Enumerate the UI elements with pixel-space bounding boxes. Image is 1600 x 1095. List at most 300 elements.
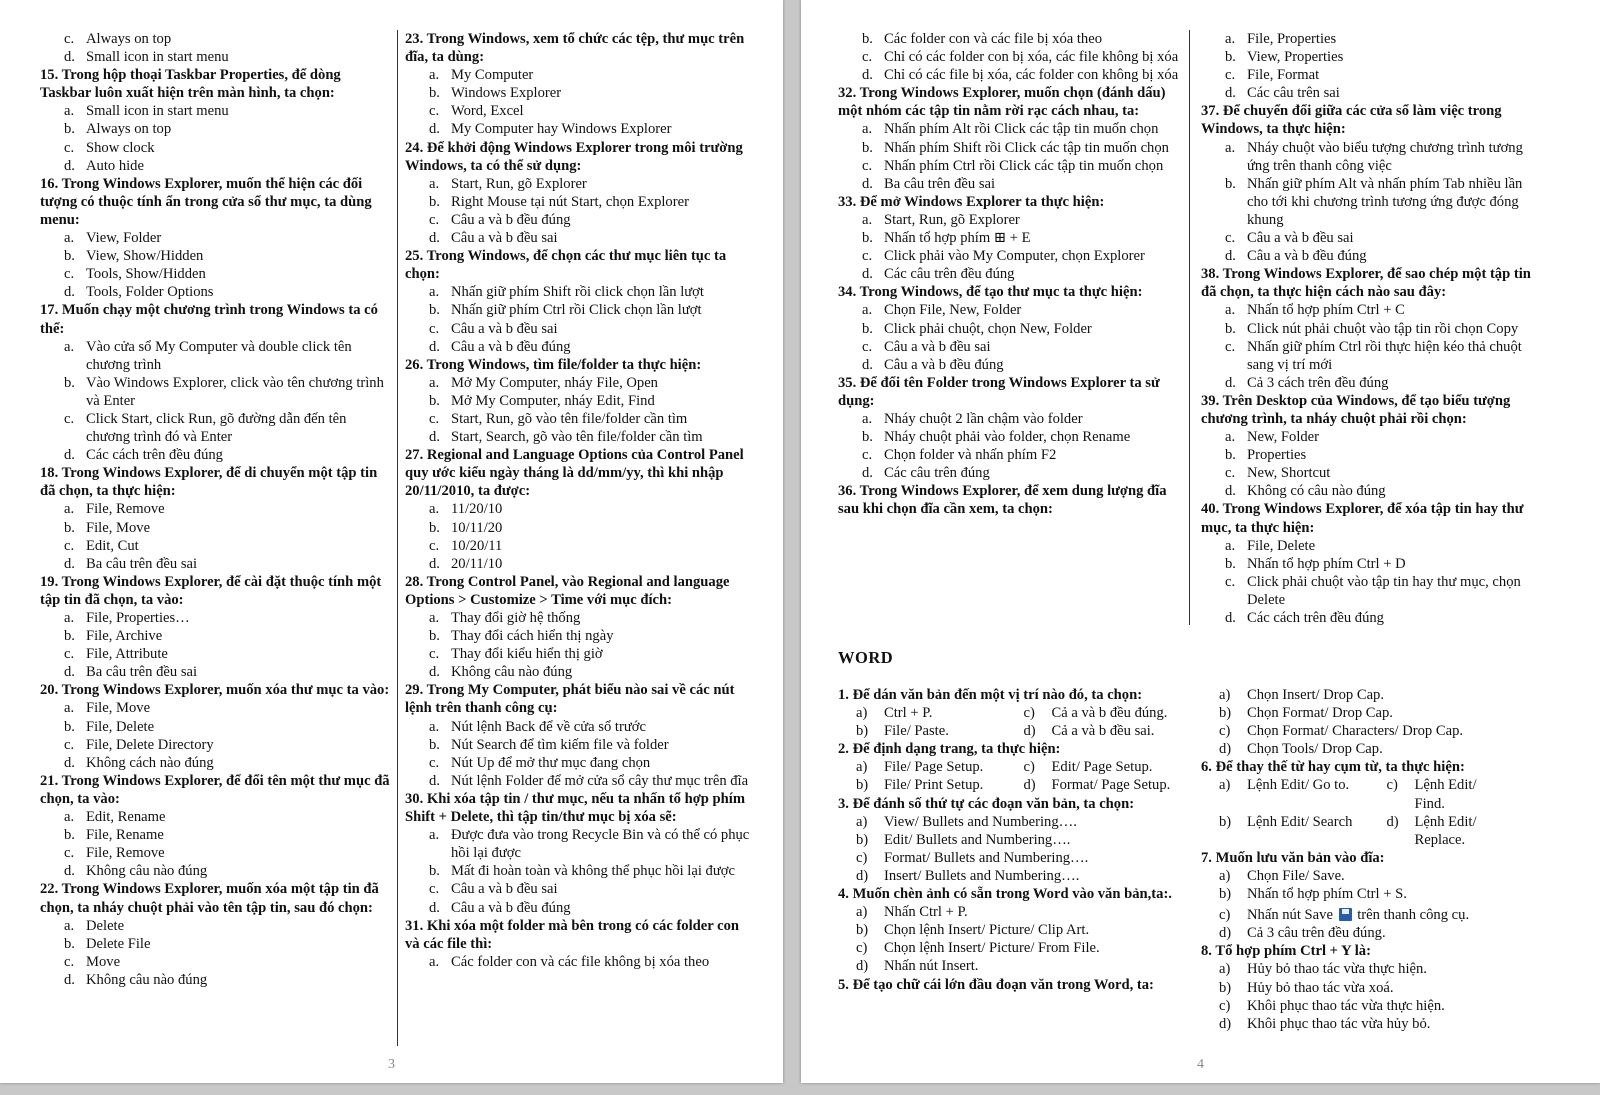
option-letter: c. [64, 537, 75, 554]
option-text: Nhấn phím Shift rồi Click các tập tin muốn chọn [884, 139, 1169, 156]
option [405, 84, 750, 102]
option [838, 903, 1183, 921]
option-text: Delete [86, 917, 125, 934]
option-text: Thay đổi cách hiển thị ngày [451, 628, 614, 645]
option [1201, 175, 1543, 229]
option-text: Lệnh Edit/ Search [1247, 813, 1353, 830]
option-text: Edit/ Page Setup. [1051, 759, 1153, 776]
option-text: Start, Run, gõ Explorer [451, 175, 587, 192]
option-letter: d) [1219, 1015, 1232, 1032]
option [1201, 1015, 1546, 1033]
option-text: 10/20/11 [451, 537, 503, 554]
option-text: File, Format [1247, 67, 1320, 84]
option-letter: d. [429, 555, 440, 572]
option [838, 211, 1180, 229]
question [1201, 30, 1543, 102]
option-letter: a) [856, 813, 868, 830]
option-text: Không câu nào đúng [86, 971, 208, 988]
option-row [838, 758, 1183, 776]
option-text: Hủy bỏ thao tác vừa xoá. [1247, 979, 1394, 996]
option-letter: d. [429, 429, 440, 446]
option-letter: c. [429, 754, 440, 771]
option-text: Vào Windows Explorer, click vào tên chương trình và Enter [86, 374, 384, 409]
question-title: 29. Trong My Computer, phát biểu nào sai về các nút lệnh trên thanh công cụ: [405, 682, 735, 717]
option-letter: d. [64, 863, 75, 880]
question-title: 23. Trong Windows, xem tổ chức các tệp, thư mục trên đĩa, ta dùng: [405, 31, 745, 66]
option [856, 776, 1016, 794]
question-title: 3. Để đánh số thứ tự các đoạn văn bản, ta chọn: [838, 795, 1135, 812]
option-text: Được đưa vào trong Recycle Bin và có thể có phục hồi lại được [451, 827, 750, 862]
question [838, 30, 1180, 84]
option-letter: c. [64, 736, 75, 753]
option-text: 20/11/10 [451, 555, 503, 572]
option-text: Click phải vào My Computer, chọn Explorer [884, 248, 1145, 265]
option-letter: b) [1219, 705, 1232, 722]
option-letter: a. [429, 284, 440, 301]
option [1201, 446, 1543, 464]
option-letter: d. [64, 754, 75, 771]
option-text: Right Mouse tại nút Start, chọn Explorer [451, 193, 689, 210]
option [40, 808, 390, 826]
option-text: Khôi phục thao tác vừa thực hiện. [1247, 997, 1445, 1014]
option-text: Small icon in start menu [86, 49, 229, 66]
option-text: Nháy chuột phải vào folder, chọn Rename [884, 429, 1131, 446]
option-letter: c) [856, 940, 868, 957]
option-text: Chọn Format/ Characters/ Drop Cap. [1247, 723, 1464, 740]
option [405, 754, 750, 772]
option [838, 247, 1180, 265]
option [405, 645, 750, 663]
option-letter: a. [429, 67, 440, 84]
option-letter: c. [429, 537, 440, 554]
option-letter: c. [862, 338, 873, 355]
option [1201, 30, 1543, 48]
option-letter: b. [429, 302, 440, 319]
question-title: 15. Trong hộp thoại Taskbar Properties, để dòng Taskbar luôn xuất hiện trên màn hình, ta chọn: [40, 67, 341, 102]
question-title: 20. Trong Windows Explorer, muốn xóa thư mục ta vào: [40, 682, 390, 699]
option [405, 627, 750, 645]
option-letter: a. [862, 302, 873, 319]
option [40, 826, 390, 844]
option-letter: b. [1225, 447, 1236, 464]
option [1201, 704, 1546, 722]
question-title: 24. Để khởi động Windows Explorer trong môi trường Windows, ta có thể sử dụng: [405, 139, 743, 174]
option-text: Câu a và b đều sai [1247, 230, 1354, 247]
option [1201, 428, 1543, 446]
option-letter: b. [64, 374, 75, 391]
option [838, 175, 1180, 193]
option [838, 265, 1180, 283]
option-text: Các câu trên đúng [884, 465, 990, 482]
option-letter: c) [1219, 997, 1231, 1014]
option-text: Câu a và b đều sai [451, 320, 558, 337]
column-2 [405, 30, 750, 971]
option [40, 935, 390, 953]
option-text: Không có câu nào đúng [1247, 483, 1386, 500]
option [40, 410, 390, 446]
option [405, 301, 750, 319]
option-letter: a. [1225, 429, 1236, 446]
question-title: 25. Trong Windows, để chọn các thư mục liên tục ta chọn: [405, 248, 727, 283]
option-text: File, Move [86, 700, 151, 717]
option-text: Edit, Cut [86, 537, 139, 554]
option-letter: c. [862, 248, 873, 265]
option-letter: a. [862, 211, 873, 228]
option-letter: c. [862, 157, 873, 174]
option-letter: c) [856, 849, 868, 866]
option-text: Nút Up để mở thư mục đang chọn [451, 754, 651, 771]
option [838, 229, 1180, 247]
question [405, 30, 750, 139]
option-letter: d) [1023, 777, 1036, 794]
option [1201, 722, 1546, 740]
option [40, 247, 390, 265]
question [838, 374, 1180, 483]
question-title: 35. Để đổi tên Folder trong Windows Explorer ta sử dụng: [838, 374, 1160, 409]
option [1201, 464, 1543, 482]
question [40, 772, 390, 881]
option-letter: c. [64, 646, 75, 663]
question [838, 283, 1180, 373]
option-letter: d. [1225, 248, 1236, 265]
option: a) Chọn File/ Save. [1219, 867, 1345, 884]
option [1201, 48, 1543, 66]
option [1379, 813, 1547, 849]
question-title: 36. Trong Windows Explorer, để xem dung lượng đĩa sau khi chọn đĩa cần xem, ta chọn: [838, 483, 1167, 518]
option-text: Start, Run, gõ vào tên file/folder cần tìm [451, 410, 688, 427]
option [40, 663, 390, 681]
option-letter: c) [1023, 705, 1035, 722]
option [838, 939, 1183, 957]
option-text: Các cách trên đều đúng [86, 447, 223, 464]
option-letter: c. [64, 845, 75, 862]
option-row [1201, 776, 1546, 812]
option-text: Start, Run, gõ Explorer [884, 211, 1020, 228]
option-text: Show clock [86, 139, 155, 156]
option-letter: c. [1225, 573, 1236, 590]
option-text: Chọn Insert/ Drop Cap. [1247, 687, 1385, 703]
option-letter: a. [429, 501, 440, 518]
option-text: Câu a và b đều sai [451, 230, 558, 247]
option [405, 772, 750, 790]
option-letter: b. [64, 628, 75, 645]
option-text: File, Properties [1247, 31, 1337, 47]
option-letter: d. [862, 175, 873, 192]
option-text: Câu a và b đều đúng [1247, 248, 1367, 265]
option-row [838, 704, 1183, 722]
option-text: New, Folder [1247, 429, 1320, 446]
option [40, 844, 390, 862]
option-text: Lệnh Edit/ Go to. [1247, 777, 1350, 794]
option [838, 410, 1180, 428]
option-text: Ctrl + P. [884, 705, 933, 722]
column-1 [40, 30, 390, 989]
question [838, 193, 1180, 283]
option [40, 862, 390, 880]
option: c) Nhấn nút Save trên thanh công cụ. [1219, 907, 1470, 924]
option-text: Windows Explorer [451, 85, 562, 102]
option [40, 555, 390, 573]
option [405, 338, 750, 356]
option-letter: d. [1225, 85, 1236, 102]
question [1201, 265, 1543, 392]
option-text: Start, Search, gõ vào tên file/folder cần tìm [451, 429, 703, 446]
option-text: Edit/ Bullets and Numbering…. [884, 831, 1071, 848]
option-text: File, Delete [86, 718, 155, 735]
question [1201, 102, 1543, 265]
option-letter: d. [862, 266, 873, 283]
question [40, 880, 390, 989]
option [1201, 482, 1543, 500]
option [40, 718, 390, 736]
option [838, 428, 1180, 446]
option [405, 663, 750, 681]
option [40, 627, 390, 645]
option-text: Format/ Bullets and Numbering…. [884, 849, 1089, 866]
option [40, 519, 390, 537]
option-letter: c. [64, 953, 75, 970]
option-letter: d. [429, 772, 440, 789]
option [838, 139, 1180, 157]
option-text: Mở My Computer, nháy File, Open [451, 374, 658, 391]
option-letter: a. [1225, 31, 1236, 47]
option [838, 66, 1180, 84]
option-text: Nhấn nút Insert. [884, 958, 979, 975]
option [40, 736, 390, 754]
option: b) Nhấn tổ hợp phím Ctrl + S. [1219, 886, 1407, 903]
option-letter: d. [1225, 374, 1236, 391]
option-letter: b. [862, 230, 873, 247]
option [1201, 229, 1543, 247]
option-text: My Computer hay Windows Explorer [451, 121, 672, 138]
option [40, 917, 390, 935]
option-letter: b. [1225, 175, 1236, 192]
option-text: Properties [1247, 447, 1307, 464]
option-letter: a. [64, 338, 75, 355]
page-number: 4 [1197, 1057, 1204, 1072]
option [1201, 686, 1546, 704]
option-letter: a. [64, 700, 75, 717]
option [405, 519, 750, 537]
option-text: File, Delete Directory [86, 736, 214, 753]
option [838, 849, 1183, 867]
option [405, 718, 750, 736]
option [838, 120, 1180, 138]
option-letter: b. [429, 863, 440, 880]
option-text: Mất đi hoàn toàn và không thể phục hồi lại được [451, 863, 735, 880]
option-letter: d. [1225, 610, 1236, 626]
page-3 [0, 0, 783, 1083]
question-title: 39. Trên Desktop của Windows, để tạo biểu tượng chương trình, ta nháy chuột phải rồi chọn: [1201, 392, 1511, 427]
option-text: Không câu nào đúng [451, 664, 573, 681]
option-row [838, 776, 1183, 794]
option-letter: b. [862, 320, 873, 337]
option-letter: a. [429, 610, 440, 626]
option-text: Nhấn tổ hợp phím ⊞ + E [884, 230, 1031, 247]
option-letter: a. [429, 827, 440, 844]
option [40, 48, 390, 66]
option-text: Chọn folder và nhấn phím F2 [884, 447, 1057, 464]
question [405, 139, 750, 248]
option-text: Nhấn tổ hợp phím Ctrl + C [1247, 302, 1405, 319]
option-text: Không cách nào đúng [86, 754, 214, 771]
option [405, 410, 750, 428]
option-letter: d. [64, 49, 75, 66]
question-title: 37. Để chuyển đổi giữa các cửa sổ làm việc trong Windows, ta thực hiện: [1201, 103, 1502, 138]
option-letter: a. [429, 374, 440, 391]
question-title: 32. Trong Windows Explorer, muốn chọn (đánh dấu) một nhóm các tập tin nằm rời rạc cách nhau, ta: [838, 85, 1166, 120]
option [405, 862, 750, 880]
options-list [1201, 686, 1546, 758]
option-text: Insert/ Bullets and Numbering…. [884, 867, 1080, 884]
option [838, 157, 1180, 175]
option [405, 392, 750, 410]
option-letter: d. [862, 465, 873, 482]
option-letter: c) [1023, 759, 1035, 776]
option-text: 11/20/10 [451, 501, 503, 518]
question [40, 464, 390, 573]
option-letter: b. [429, 193, 440, 210]
option-letter: b. [64, 248, 75, 265]
option [40, 120, 390, 138]
option-text: Nhấn giữ phím Shift rồi click chọn lần lượt [451, 284, 704, 301]
option [1016, 776, 1184, 794]
option-text: Click phải chuột vào tập tin hay thư mục, chọn Delete [1247, 573, 1521, 608]
option [405, 211, 750, 229]
section-title-word: WORD [838, 648, 894, 667]
question [40, 573, 390, 682]
option-letter: b) [856, 922, 869, 939]
option [405, 283, 750, 301]
option-text: Cả a và b đều sai. [1051, 723, 1155, 740]
option [1201, 979, 1546, 997]
option-letter: d) [1219, 741, 1232, 758]
option-text: Nhấn Ctrl + P. [884, 904, 968, 921]
option-text: File, Archive [86, 628, 163, 645]
option-letter: b. [64, 121, 75, 138]
options-list [838, 903, 1183, 975]
option-text: File/ Page Setup. [884, 759, 984, 776]
option-text: Small icon in start menu [86, 103, 229, 120]
column-divider [397, 30, 398, 1046]
question-title: 34. Trong Windows, để tạo thư mục ta thực hiện: [838, 284, 1143, 301]
option-letter: c. [1225, 465, 1236, 482]
option-row [838, 722, 1183, 740]
word-column-left [838, 686, 1183, 994]
option-letter: c. [64, 410, 75, 427]
option [1379, 776, 1547, 812]
option-text: Nháy chuột 2 lần chậm vào folder [884, 410, 1083, 427]
option-letter: d. [429, 121, 440, 138]
question-title: 26. Trong Windows, tìm file/folder ta thực hiện: [405, 356, 702, 373]
question [405, 681, 750, 790]
option-text: Nhấn giữ phím Ctrl rồi Click chọn lần lượt [451, 302, 702, 319]
option [40, 645, 390, 663]
option [1201, 997, 1546, 1015]
question-title: 18. Trong Windows Explorer, để di chuyển một tập tin đã chọn, ta thực hiện: [40, 465, 378, 500]
question [1201, 392, 1543, 501]
option [838, 867, 1183, 885]
option [1201, 247, 1543, 265]
option [838, 30, 1180, 48]
option [838, 301, 1180, 319]
option-letter: c. [429, 211, 440, 228]
option-text: View, Show/Hidden [86, 248, 204, 265]
option [838, 446, 1180, 464]
question-title: 7. Muốn lưu văn bản vào đĩa: [1201, 849, 1385, 866]
option-text: Không câu nào đúng [86, 863, 208, 880]
option [1201, 301, 1543, 319]
option-letter: d) [1386, 813, 1399, 830]
question-title: 31. Khi xóa một folder mà bên trong có các folder con và các file thì: [405, 917, 740, 952]
question-title: 8. Tổ hợp phím Ctrl + Y là: [1201, 943, 1371, 960]
column-3 [838, 30, 1180, 519]
option-letter: b. [64, 935, 75, 952]
option-letter: a. [1225, 537, 1236, 554]
option-text: File, Attribute [86, 646, 168, 663]
option: d) Cả 3 câu trên đều đúng. [1219, 925, 1386, 942]
option-letter: d. [64, 971, 75, 988]
option [40, 338, 390, 374]
question [40, 301, 390, 464]
option-text: File/ Print Setup. [884, 777, 984, 794]
question-title: 28. Trong Control Panel, vào Regional and language Options > Customize > Time với mục đích: [405, 573, 730, 608]
option [40, 374, 390, 410]
option-letter: c. [64, 266, 75, 283]
option-letter: c. [429, 320, 440, 337]
option-letter: c. [1225, 230, 1236, 247]
option-text: Các câu trên đều đúng [884, 266, 1015, 283]
option [40, 102, 390, 120]
option-letter: a. [64, 610, 75, 626]
save-icon [1339, 908, 1352, 921]
option-letter: b. [429, 736, 440, 753]
option-text: Thay đổi giờ hệ thống [451, 610, 581, 626]
option-text: Delete File [86, 935, 151, 952]
option-letter: d. [64, 157, 75, 174]
option-letter: d. [429, 664, 440, 681]
option [40, 971, 390, 989]
option-text: Always on top [86, 121, 172, 138]
option-letter: a. [64, 230, 75, 247]
option [838, 813, 1183, 831]
question-title: 4. Muốn chèn ảnh có sẵn trong Word vào văn bản,ta:. [838, 886, 1172, 903]
option [838, 338, 1180, 356]
option-text: Click phải chuột, chọn New, Folder [884, 320, 1092, 337]
option-letter: b. [1225, 555, 1236, 572]
option [40, 699, 390, 717]
option [405, 120, 750, 138]
option [405, 175, 750, 193]
option-letter: a) [856, 759, 868, 776]
option-letter: d. [429, 899, 440, 916]
option-text: Chọn Format/ Drop Cap. [1247, 705, 1393, 722]
option-text: Các câu trên sai [1247, 85, 1340, 102]
option [838, 320, 1180, 338]
question [405, 446, 750, 573]
question [405, 790, 750, 917]
option-letter: a. [64, 501, 75, 518]
question-title: 19. Trong Windows Explorer, để cài đặt thuộc tính một tập tin đã chọn, ta vào: [40, 573, 382, 608]
question [405, 573, 750, 682]
option-text: View, Folder [86, 230, 162, 247]
option-letter: a. [429, 718, 440, 735]
question-title: 16. Trong Windows Explorer, muốn thể hiện các đối tượng có thuộc tính ẩn trong cửa sổ thư mục, ta dùng menu: [40, 175, 372, 228]
option-letter: b) [1219, 813, 1232, 830]
option-text: Thay đổi kiểu hiển thị giờ [451, 646, 603, 663]
option-text: New, Shortcut [1247, 465, 1331, 482]
option-text: Nút lệnh Folder để mở cửa sổ cây thư mục trên đĩa [451, 772, 749, 789]
